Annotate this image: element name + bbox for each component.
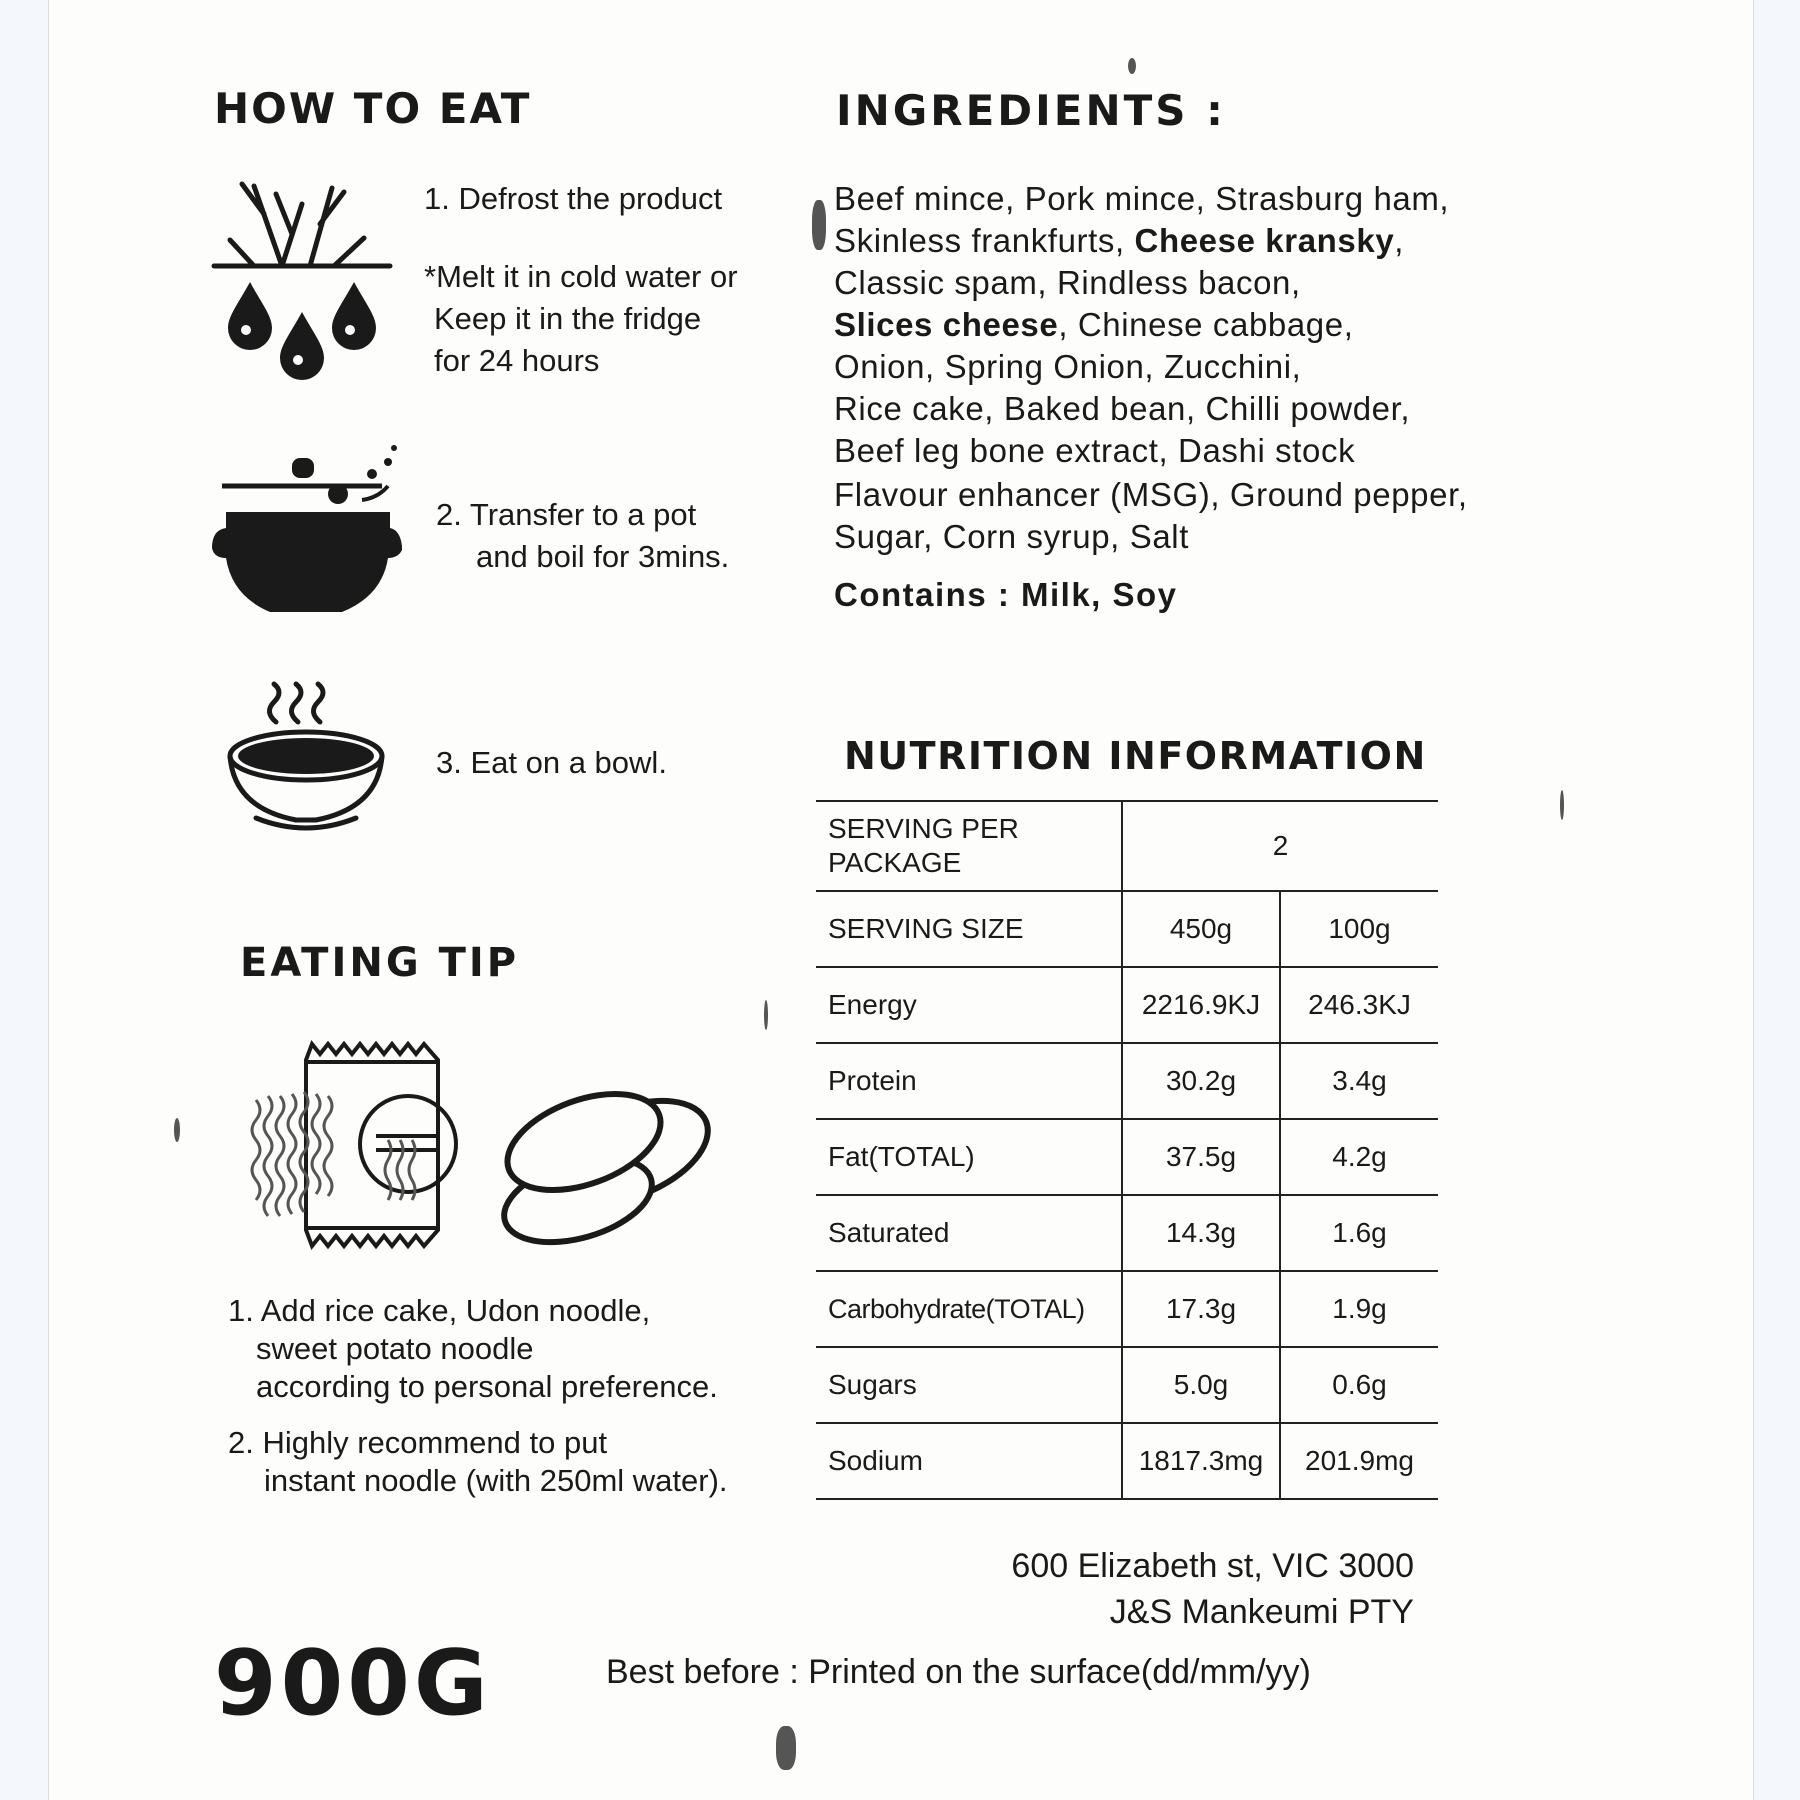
ingredients-line2 [834, 220, 1404, 262]
print-speck [764, 1000, 768, 1030]
row-per-100g: 246.3KJ [1280, 967, 1438, 1043]
rice-cake-icon [500, 1090, 720, 1250]
table-row [816, 1347, 1438, 1423]
row-per-serving: 1817.3mg [1122, 1423, 1280, 1499]
ingredients-line2-a: Skinless frankfurts, [834, 222, 1135, 259]
ingredients-line4 [834, 304, 1353, 346]
row-label: Protein [816, 1043, 1122, 1119]
tip1-line3: according to personal preference. [256, 1369, 718, 1404]
step1-title: 1. Defrost the product [424, 181, 723, 216]
tip2-line1: 2. Highly recommend to put [228, 1425, 608, 1460]
table-row [816, 967, 1438, 1043]
print-speck [1128, 58, 1136, 74]
ingredients-cheese-kransky: Cheese kransky [1134, 222, 1395, 259]
tip2-line2: instant noodle (with 250ml water). [264, 1463, 728, 1498]
ingredients-line7: Beef leg bone extract, Dashi stock [834, 432, 1356, 469]
company-name: J&S Mankeumi PTY [1109, 1593, 1414, 1631]
ingredients-line5: Onion, Spring Onion, Zucchini, [834, 348, 1302, 385]
row-label: Sugars [816, 1347, 1122, 1423]
row-per-serving: 14.3g [1122, 1195, 1280, 1271]
step1-note-line3: for 24 hours [434, 343, 600, 378]
row-label: Saturated [816, 1195, 1122, 1271]
how-to-eat-title: HOW TO EAT [214, 84, 532, 133]
ingredients-line2-c: , [1394, 222, 1405, 259]
row-per-serving: 5.0g [1122, 1347, 1280, 1423]
row-label: Energy [816, 967, 1122, 1043]
table-row [816, 1043, 1438, 1119]
print-speck [812, 200, 826, 250]
table-row [816, 891, 1438, 967]
tip1-line1: 1. Add rice cake, Udon noodle, [228, 1293, 651, 1328]
row-per-serving: 30.2g [1122, 1043, 1280, 1119]
ingredients-line1: Beef mince, Pork mince, Strasburg ham, [834, 180, 1450, 217]
bowl-icon [226, 688, 386, 838]
step1-note-line2: Keep it in the fridge [434, 301, 702, 336]
net-weight: 900G [214, 1631, 492, 1736]
print-speck [174, 1118, 180, 1142]
ingredients-line8: Flavour enhancer (MSG), Ground pepper, [834, 476, 1468, 513]
table-row [816, 1195, 1438, 1271]
eating-tip-title: EATING TIP [240, 940, 520, 986]
ingredients-line6: Rice cake, Baked bean, Chilli powder, [834, 390, 1411, 427]
ingredients-line9: Sugar, Corn syrup, Salt [834, 518, 1189, 555]
row-label: Carbohydrate(TOTAL) [816, 1271, 1122, 1347]
row-per-100g: 1.6g [1280, 1195, 1438, 1271]
table-row [816, 1423, 1438, 1499]
row-per-100g: 3.4g [1280, 1043, 1438, 1119]
nutrition-table [816, 800, 1438, 1500]
step1-note-line1: *Melt it in cold water or [424, 259, 738, 294]
ingredients-line3: Classic spam, Rindless bacon, [834, 264, 1301, 301]
ingredients-title: INGREDIENTS : [836, 86, 1226, 135]
defrost-icon [214, 184, 394, 384]
print-speck [776, 1726, 796, 1770]
row-per-100g: 4.2g [1280, 1119, 1438, 1195]
tip1-line2: sweet potato noodle [256, 1331, 534, 1366]
pot-icon [212, 446, 402, 616]
nutrition-title: NUTRITION INFORMATION [844, 734, 1427, 778]
address: 600 Elizabeth st, VIC 3000 [1011, 1547, 1414, 1585]
row-label: Sodium [816, 1423, 1122, 1499]
ingredients-slices-cheese: Slices cheese [834, 306, 1059, 343]
serving-per-package-line1: SERVING PER [828, 813, 1019, 844]
ingredients-line4-b: , Chinese cabbage, [1058, 306, 1354, 343]
step2-line2: and boil for 3mins. [476, 539, 730, 574]
print-speck [1560, 790, 1564, 820]
allergen-contains: Contains : Milk, Soy [834, 576, 1178, 613]
best-before: Best before : Printed on the surface(dd/mm/yy) [606, 1653, 1311, 1691]
row-per-100g: 201.9mg [1280, 1423, 1438, 1499]
serving-size-per-100g: 100g [1280, 891, 1438, 967]
row-per-100g: 1.9g [1280, 1271, 1438, 1347]
serving-per-package-line2: PACKAGE [828, 847, 962, 878]
serving-per-package-label [816, 801, 1122, 891]
row-per-serving: 37.5g [1122, 1119, 1280, 1195]
row-label: Fat(TOTAL) [816, 1119, 1122, 1195]
step3: 3. Eat on a bowl. [436, 745, 667, 780]
row-per-100g: 0.6g [1280, 1347, 1438, 1423]
serving-per-package-value: 2 [1122, 801, 1438, 891]
row-per-serving: 2216.9KJ [1122, 967, 1280, 1043]
noodle-pack-icon [248, 1040, 448, 1250]
serving-size-per-serving: 450g [1122, 891, 1280, 967]
row-per-serving: 17.3g [1122, 1271, 1280, 1347]
table-row [816, 1119, 1438, 1195]
table-row [816, 801, 1438, 891]
serving-size-label: SERVING SIZE [816, 891, 1122, 967]
step2-line1: 2. Transfer to a pot [436, 497, 697, 532]
table-row [816, 1271, 1438, 1347]
